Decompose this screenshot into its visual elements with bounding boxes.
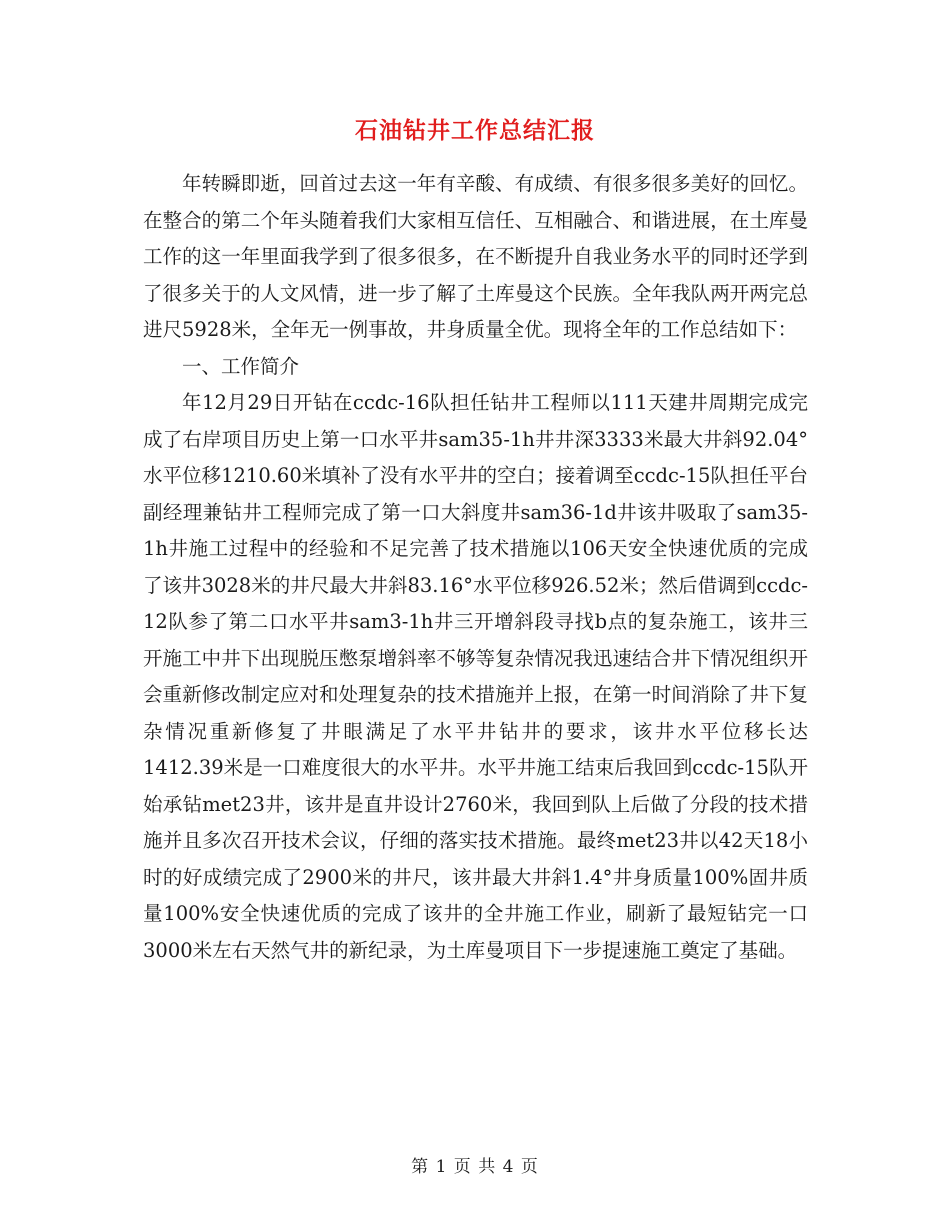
work-summary-paragraph: 年12月29日开钻在ccdc-16队担任钻井工程师以111天建井周期完成完成了右岸项目历史上第一口水平井sam35-1h井井深3333米最大井斜92.04°水平位移1210.60米填补了没有水平井的空白；接着调至ccdc-15队担任平台副经理兼钻井工程师完成了第一口大斜度井sam36-1d井该井吸取了sam35-1h井施工过程中的经验和不足完善了技术措施以106天安全快速优质的完成了该井3028米的井尺最大井斜83.16°水平位移926.52米；然后借调到ccdc-12队参了第二口水平井sam3-1h井三开增斜段寻找b点的复杂施工，该井三开施工中井下出现脱压憋泵增斜率不够等复杂情况我迅速结合井下情况组织开会重新修改制定应对和处理复杂的技术措施并上报，在第一时间消除了井下复杂情况重新修复了井眼满足了水平井钻井的要求，该井水平位移长达1412.39米是一口难度很大的水平井。水平井施工结束后我回到ccdc-15队开始承钻met23井，该井是直井设计2760米，我回到队上后做了分段的技术措施并且多次召开技术会议，仔细的落实技术措施。最终met23井以42天18小时的好成绩完成了2900米的井尺，该井最大井斜1.4°井身质量100%固井质量100%安全快速优质的完成了该井的全井施工作业，刷新了最短钻完一口3000米左右天然气井的新纪录，为土库曼项目下一步提速施工奠定了基础。 <box>143 391 808 962</box>
document-title: 石油钻井工作总结汇报 <box>355 117 595 144</box>
intro-paragraph: 年转瞬即逝，回首过去这一年有辛酸、有成绩、有很多很多美好的回忆。在整合的第二个年头随着我们大家相互信任、互相融合、和谐进展，在土库曼工作的这一年里面我学到了很多很多，在不断提升自我业务水平的同时还学到了很多关于的人文风情，进一步了解了土库曼这个民族。全年我队两开两完总进尺5928米，全年无一例事故，井身质量全优。现将全年的工作总结如下： <box>143 172 808 341</box>
page-footer: 第 1 页 共 4 页 <box>411 1157 539 1177</box>
section-heading: 一、工作简介 <box>182 354 300 378</box>
document-body <box>143 166 808 969</box>
